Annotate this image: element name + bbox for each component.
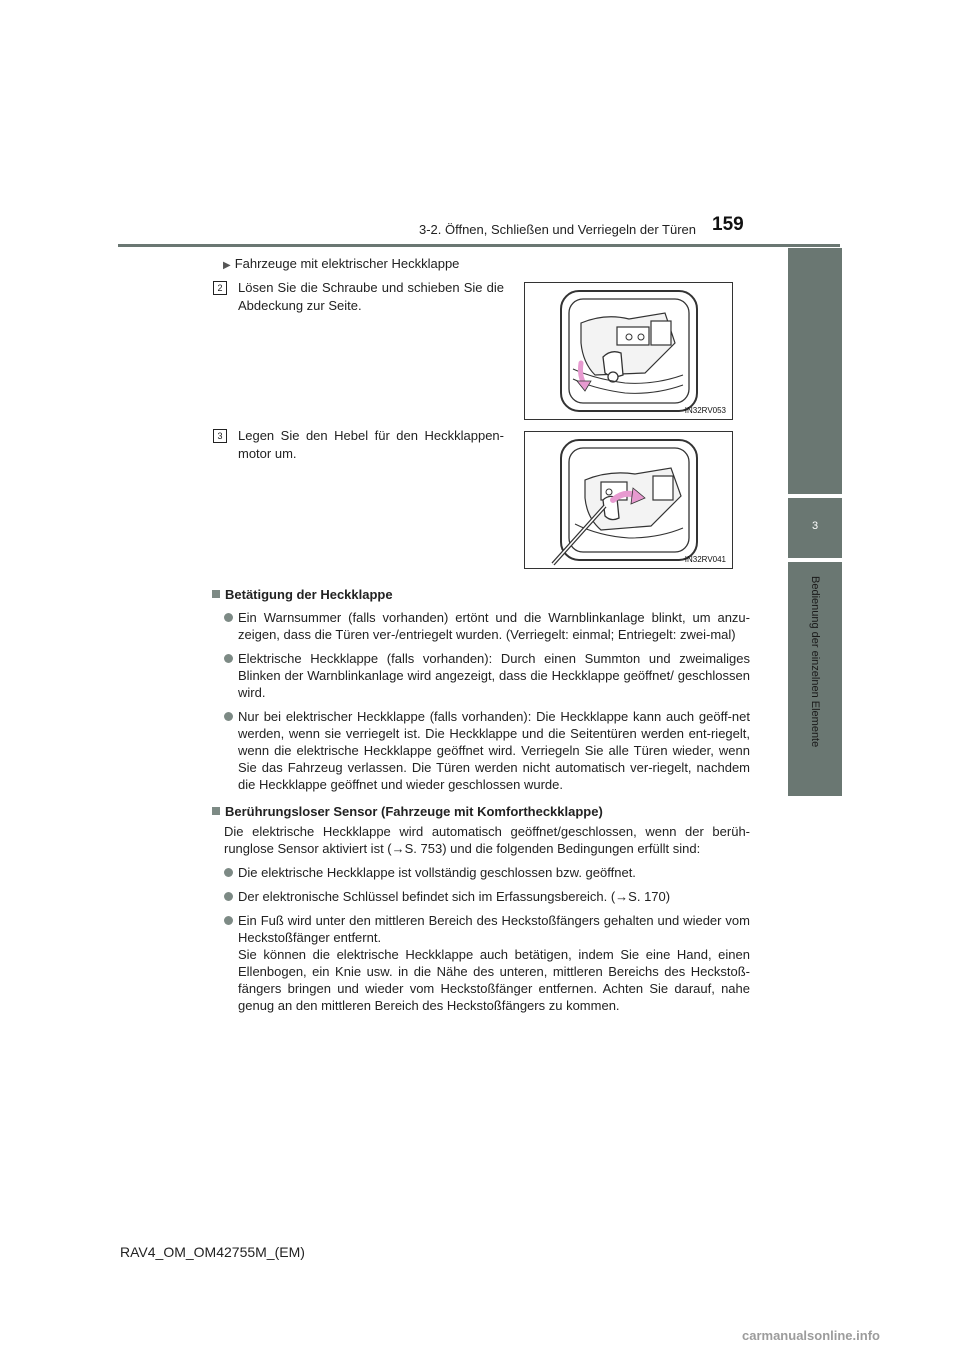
figure-step-2 (524, 282, 733, 420)
list-item (224, 650, 750, 701)
sidebar-chapter-number: 3 (811, 520, 819, 532)
circle-bullet-icon (224, 892, 233, 901)
list-item (224, 708, 750, 793)
section-heading (212, 803, 750, 820)
list-item-text: Der elektronische Schlüssel befindet sich im Erfassungsbereich. (→S. 170) (238, 889, 671, 904)
list-item-text: Die elektrische Heckklappe ist vollständig geschlossen bzw. geöffnet. (238, 865, 636, 880)
list-item-text: Sie können die elektrische Heckklappe auch betätigen, indem Sie eine Hand, einen Ellenbogen, ein Knie usw. in die Nähe des unteren, mittleren Bereichs des Heckstoß-fängers bringen und wieder vom Heckstoßfänger entfernen. Achten Sie darauf, nahe genug an den mittleren Bereich des Heckstoßfängers zu kommen. (238, 947, 750, 1013)
step-number-box: 2 (213, 281, 227, 295)
illustration-motor-lever (525, 432, 732, 568)
circle-bullet-icon (224, 712, 233, 721)
page-number: 159 (712, 214, 744, 235)
step-number-box: 3 (213, 429, 227, 443)
list-item-text: Ein Warnsummer (falls vorhanden) ertönt und die Warnblinkanlage blinkt, um anzu-zeigen, dass die Türen ver-/entriegelt wurden. (Verriegelt: einmal; Entriegelt: zwei-mal) (238, 610, 750, 642)
sidebar-bar-top (788, 248, 842, 494)
section-heading (212, 586, 750, 603)
header-rule (118, 244, 840, 247)
section-heading-text: Berührungsloser Sensor (Fahrzeuge mit Komfortheckklappe) (225, 804, 603, 819)
watermark: carmanualsonline.info (742, 1328, 880, 1343)
list-item (224, 912, 750, 1014)
square-bullet-icon (212, 807, 220, 815)
step-text: Lösen Sie die Schraube und schieben Sie die Abdeckung zur Seite. (238, 280, 504, 313)
section-heading-text: Betätigung der Heckklappe (225, 587, 393, 602)
figure-code: IN32RV041 (684, 555, 726, 564)
page-header-title: 3-2. Öffnen, Schließen und Verriegeln der Türen (418, 222, 696, 237)
illustration-tailgate-cover (525, 283, 732, 419)
footer-manual-code: RAV4_OM_OM42755M_(EM) (120, 1244, 305, 1260)
subheading-text: Fahrzeuge mit elektrischer Heckklappe (234, 256, 460, 271)
list-item-text: Nur bei elektrischer Heckklappe (falls vorhanden): Die Heckklappe kann auch geöff-net werden, wenn sie verriegelt ist. Die Heckklappe und die Seitentüren werden ent-riegelt, wenn die elektrische Heckklappe geöffnet wird. Verriegeln Sie alle Türen wieder, wenn Sie das Fahrzeug verlassen. Die Türen werden nicht automatisch ver-riegelt, nachdem die Heckklappe geöffnet und wieder geschlossen wurde. (238, 709, 750, 792)
circle-bullet-icon (224, 868, 233, 877)
figure-step-3 (524, 431, 733, 569)
step-text: Legen Sie den Hebel für den Heckklappen-motor um. (238, 428, 504, 461)
list-item-text: Ein Fuß wird unter den mittleren Bereich des Heckstoßfängers gehalten und wieder vom Heckstoßfänger entfernt. (238, 913, 750, 945)
triangle-bullet-icon: ▶ (223, 260, 231, 271)
section-intro: Die elektrische Heckklappe wird automatisch geöffnet/geschlossen, wenn der berüh-runglose Sensor aktiviert ist (→S. 753) und die folgenden Bedingungen erfüllt sind: (224, 824, 750, 856)
sidebar-chapter-title: Bedienung der einzelnen Elemente (809, 576, 821, 748)
list-item (224, 888, 750, 905)
list-item (224, 609, 750, 643)
circle-bullet-icon (224, 613, 233, 622)
list-item (224, 864, 750, 881)
list-item-text: Elektrische Heckklappe (falls vorhanden): Durch einen Summton und zweimaliges Blinken der Warnblinkanlage wird angezeigt, dass die Heckklappe geöffnet/ geschlossen wird. (238, 651, 750, 700)
figure-code: IN32RV053 (684, 406, 726, 415)
circle-bullet-icon (224, 916, 233, 925)
content (212, 586, 750, 1021)
subheading (223, 256, 459, 271)
square-bullet-icon (212, 590, 220, 598)
circle-bullet-icon (224, 654, 233, 663)
